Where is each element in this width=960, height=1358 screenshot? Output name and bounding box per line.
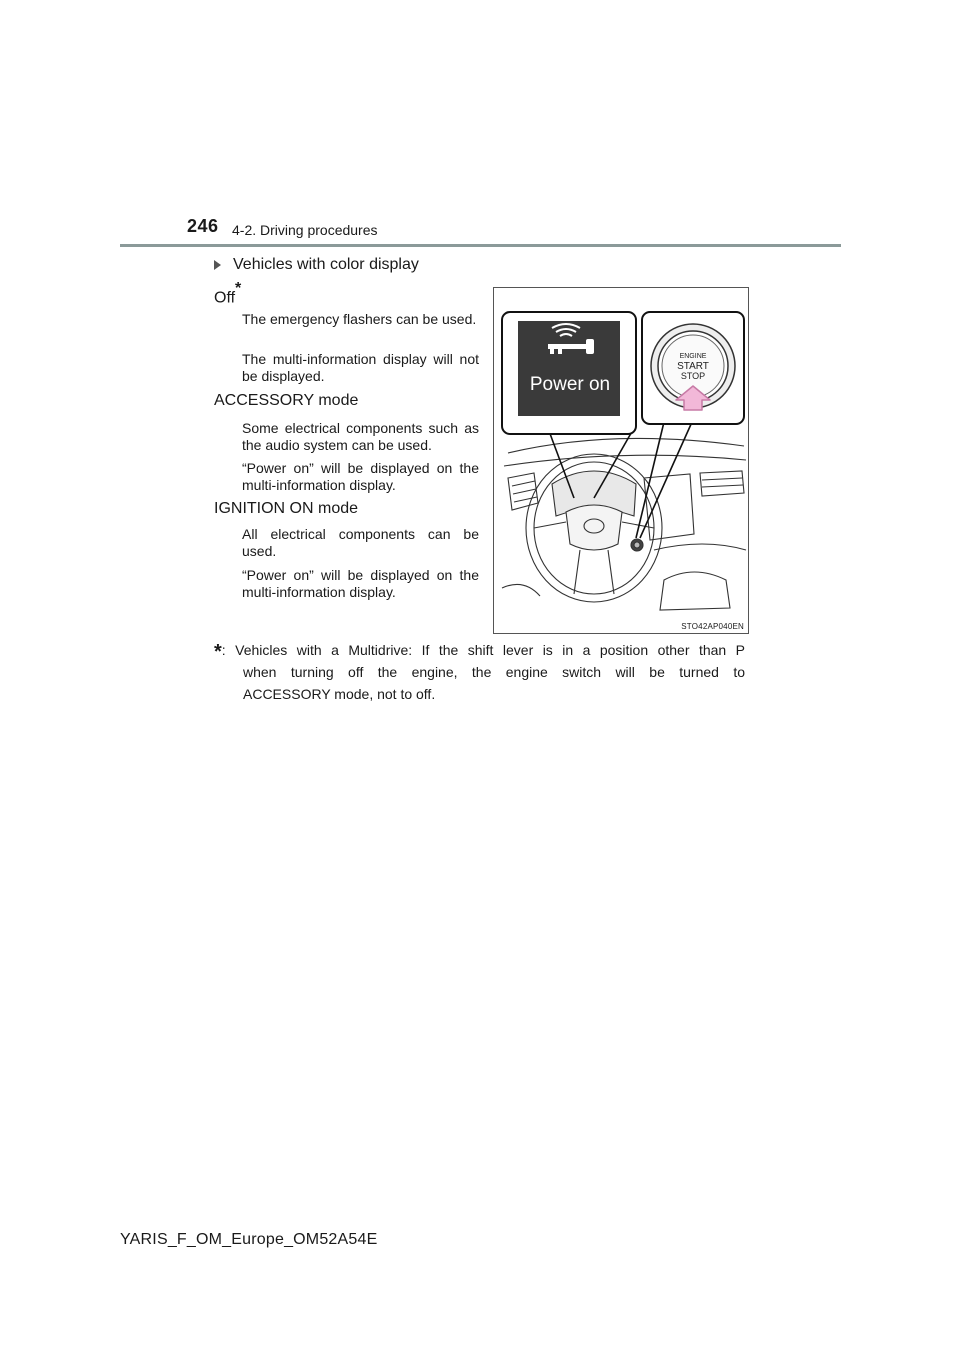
- mode-description: The multi-information display will not be displayed.: [242, 351, 479, 384]
- footnote-text-1: : Vehicles with a Multidrive: If the shift lever is in a position other than P: [221, 642, 745, 658]
- document-id: YARIS_F_OM_Europe_OM52A54E: [120, 1231, 378, 1248]
- display-text: Power on: [529, 374, 611, 395]
- section-title: 4-2. Driving procedures: [232, 222, 378, 238]
- footnote-marker: *: [235, 280, 242, 297]
- footnote-marker: *: [214, 641, 222, 663]
- lower-dash: [654, 544, 746, 550]
- mode-description: “Power on” will be displayed on the multi-information display.: [242, 460, 479, 493]
- mode-title-ignition-on: IGNITION ON mode: [214, 500, 359, 517]
- mode-description: “Power on” will be displayed on the multi-information display.: [242, 567, 479, 600]
- right-vent-icon: [700, 471, 744, 496]
- dashboard-drawing: [494, 288, 749, 634]
- mode-title-text: Off: [214, 289, 236, 307]
- mode-title-off: [214, 280, 242, 307]
- triangle-bullet-icon: [214, 260, 221, 270]
- footnote-line-2: when turning off the engine, the engine switch will be turned to: [243, 664, 745, 680]
- subheading: [214, 256, 419, 274]
- footnote-line-3: ACCESSORY mode, not to off.: [243, 686, 436, 702]
- steering-wheel-hub: [566, 505, 622, 550]
- page-number: 246: [187, 216, 219, 236]
- dashboard-illustration: [493, 287, 749, 634]
- mode-description: The emergency flashers can be used.: [242, 311, 477, 327]
- subheading-text: Vehicles with color display: [233, 256, 419, 273]
- button-label-engine: ENGINE: [679, 353, 707, 360]
- mode-description: All electrical components can be used.: [242, 526, 479, 559]
- button-label-stop: STOP: [680, 371, 706, 381]
- button-label-start: START: [677, 361, 709, 372]
- header-rule: [120, 244, 841, 247]
- footnote-line-1: [214, 638, 745, 661]
- dash-upper-edge: [504, 455, 746, 466]
- mode-description: Some electrical components such as the audio system can be used.: [242, 420, 479, 453]
- mode-title-accessory: ACCESSORY mode: [214, 392, 359, 409]
- figure-code: STO42AP040EN: [681, 622, 744, 631]
- footnote: [214, 638, 745, 705]
